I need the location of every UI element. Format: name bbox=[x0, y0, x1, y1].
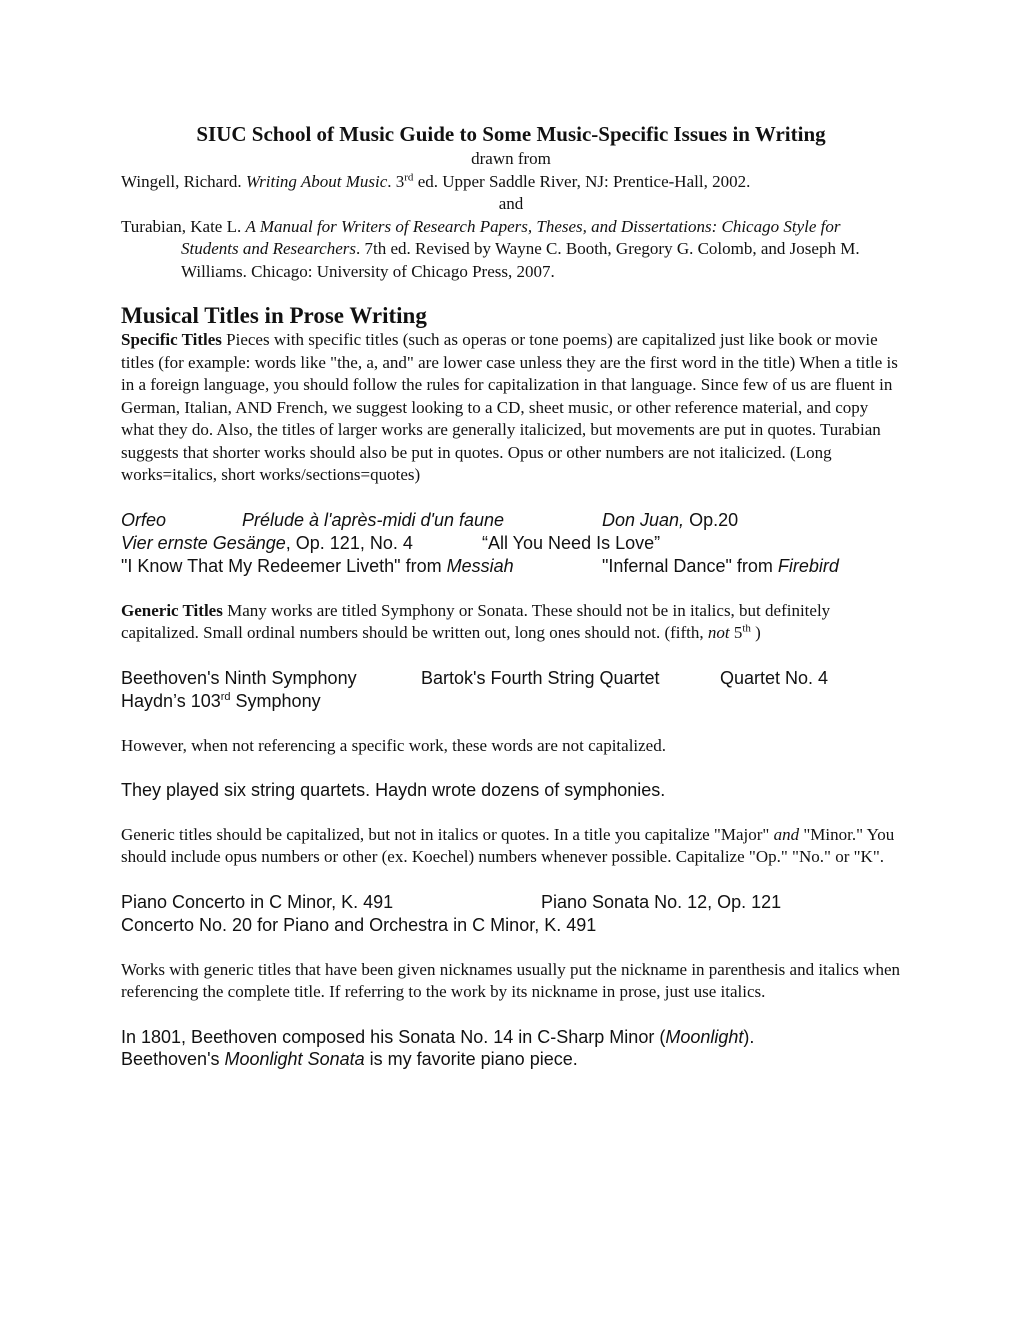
section-heading: Musical Titles in Prose Writing bbox=[121, 303, 427, 328]
example-title: Prélude à l'après-midi d'un faune bbox=[242, 509, 505, 530]
example-row bbox=[121, 532, 901, 555]
generic-examples bbox=[121, 667, 901, 713]
example-text: In 1801, Beethoven composed his Sonata No. 14 in C-Sharp Minor ( bbox=[121, 1026, 666, 1047]
specific-titles-label: Specific Titles bbox=[121, 330, 222, 349]
example-opus: Op.20 bbox=[684, 509, 739, 530]
example-row bbox=[121, 555, 901, 578]
document-title: SIUC School of Music Guide to Some Music-Specific Issues in Writing bbox=[196, 122, 826, 146]
example-redeemer bbox=[121, 555, 514, 578]
example-piano-sonata: Piano Sonata No. 12, Op. 121 bbox=[541, 891, 782, 912]
example-text: Beethoven's bbox=[121, 1049, 225, 1069]
and-label: and bbox=[498, 194, 524, 213]
citation-author: Turabian, Kate L. bbox=[121, 216, 246, 236]
example-text: Haydn’s 103 bbox=[121, 690, 221, 711]
example-title: "I Know That My Redeemer Liveth" from bbox=[121, 555, 447, 576]
paragraph-text: "Minor." You should include opus numbers or other (ex. Koechel) numbers whenever possible. Capitalize "Op." "No." or "K". bbox=[121, 824, 895, 866]
example-line bbox=[121, 1048, 901, 1071]
example-piano-concerto: Piano Concerto in C Minor, K. 491 bbox=[121, 891, 394, 912]
citation-edition-suffix: rd bbox=[404, 170, 414, 183]
example-nickname: Moonlight bbox=[665, 1026, 744, 1047]
generic-five: 5 bbox=[729, 623, 743, 642]
however-paragraph: However, when not referencing a specific work, these words are not capitalized. bbox=[121, 735, 666, 755]
nicknames-paragraph: Works with generic titles that have been given nicknames usually put the nickname in parenthesis and italics when referencing the complete title. If referring to the work by its nickname in prose, just use italics. bbox=[121, 959, 900, 1001]
citation-book-title: A Manual for Writers of Research Papers, Theses, and Dissertations: Chicago Style for Students and Researchers bbox=[181, 216, 841, 258]
example-row bbox=[121, 667, 901, 690]
generic-close: ) bbox=[750, 623, 761, 642]
paragraph-emphasis: and bbox=[773, 824, 800, 844]
example-text: Symphony bbox=[230, 690, 321, 711]
citation-author: Wingell, Richard. bbox=[121, 171, 246, 191]
example-quartet: Quartet No. 4 bbox=[720, 667, 829, 688]
example-suffix: rd bbox=[220, 690, 231, 703]
example-text: ). bbox=[743, 1026, 755, 1047]
example-title: Orfeo bbox=[121, 509, 167, 530]
example-row bbox=[121, 509, 901, 532]
nickname-examples bbox=[121, 1026, 901, 1071]
example-concerto-20: Concerto No. 20 for Piano and Orchestra in C Minor, K. 491 bbox=[121, 914, 597, 935]
example-opus: , Op. 121, No. 4 bbox=[285, 532, 413, 553]
example-orfeo bbox=[121, 509, 166, 532]
example-beethoven-ninth: Beethoven's Ninth Symphony bbox=[121, 667, 357, 688]
citation-book-title: Writing About Music bbox=[245, 171, 388, 191]
citation-turabian bbox=[121, 216, 901, 284]
example-line bbox=[121, 1026, 901, 1049]
generic-titles-paragraph bbox=[121, 600, 901, 645]
citation-wingell bbox=[121, 171, 901, 194]
generic-five-suffix: th bbox=[742, 622, 751, 635]
citation-publisher: ed. Upper Saddle River, NJ: Prentice-Hall, 2002. bbox=[413, 171, 751, 191]
example-infernal bbox=[602, 555, 839, 578]
example-title: Vier ernste Gesänge bbox=[121, 532, 286, 553]
example-nickname: Moonlight Sonata bbox=[224, 1049, 365, 1069]
drawn-from-label: drawn from bbox=[471, 149, 551, 168]
example-row bbox=[121, 690, 901, 713]
generic-titles-label: Generic Titles bbox=[121, 600, 223, 620]
example-row bbox=[121, 891, 901, 914]
opus-examples bbox=[121, 891, 901, 937]
specific-titles-text: Pieces with specific titles (such as operas or tone poems) are capitalized just like book or movie titles (for example: words like "the, a, and" are lower case unless they are the first word in the title) When a title is in a foreign language, you should follow the rules for capitalization in that language. Since few of us are fluent in German, Italian, AND French, we suggest looking to a CD, sheet music, or other reference material, and copy what they do. Also, the titles of larger works are generally italicized, but movements are put in quotes. Turabian suggests that shorter works should also be put in quotes. Opus or other numbers are not italicized. (Long works=italics, short works/sections=quotes) bbox=[121, 330, 898, 484]
specific-examples bbox=[121, 509, 901, 578]
example-vier bbox=[121, 532, 413, 555]
citation-publisher: . 7th ed. Revised by Wayne C. Booth, Gregory G. Colomb, and Joseph M. Williams. Chicago: University of Chicago Press, 2007. bbox=[181, 239, 860, 281]
generic-titles-text: Many works are titled Symphony or Sonata. These should not be in italics, but definitely capitalized. Small ordinal numbers should be written out, long ones should not. (fifth, bbox=[121, 600, 831, 642]
example-prelude bbox=[242, 509, 504, 532]
document-page bbox=[121, 120, 901, 1071]
example-title: "Infernal Dance" from bbox=[602, 555, 778, 576]
example-text: is my favorite piano piece. bbox=[364, 1049, 578, 1069]
example-haydn bbox=[121, 690, 321, 713]
example-row bbox=[121, 914, 901, 937]
example-work: Messiah bbox=[446, 555, 514, 576]
they-played-example: They played six string quartets. Haydn wrote dozens of symphonies. bbox=[121, 780, 666, 800]
example-all-you-need: “All You Need Is Love” bbox=[482, 532, 661, 553]
specific-titles-paragraph bbox=[121, 329, 901, 487]
generic-capitalization-paragraph bbox=[121, 824, 901, 869]
paragraph-text: Generic titles should be capitalized, but not in italics or quotes. In a title you capitalize "Major" bbox=[121, 824, 774, 844]
generic-not: not bbox=[707, 623, 730, 642]
example-don-juan bbox=[602, 509, 738, 532]
citation-edition: . 3 bbox=[387, 171, 405, 191]
example-bartok: Bartok's Fourth String Quartet bbox=[421, 667, 660, 688]
example-work: Firebird bbox=[777, 555, 839, 576]
example-title: Don Juan, bbox=[602, 509, 685, 530]
